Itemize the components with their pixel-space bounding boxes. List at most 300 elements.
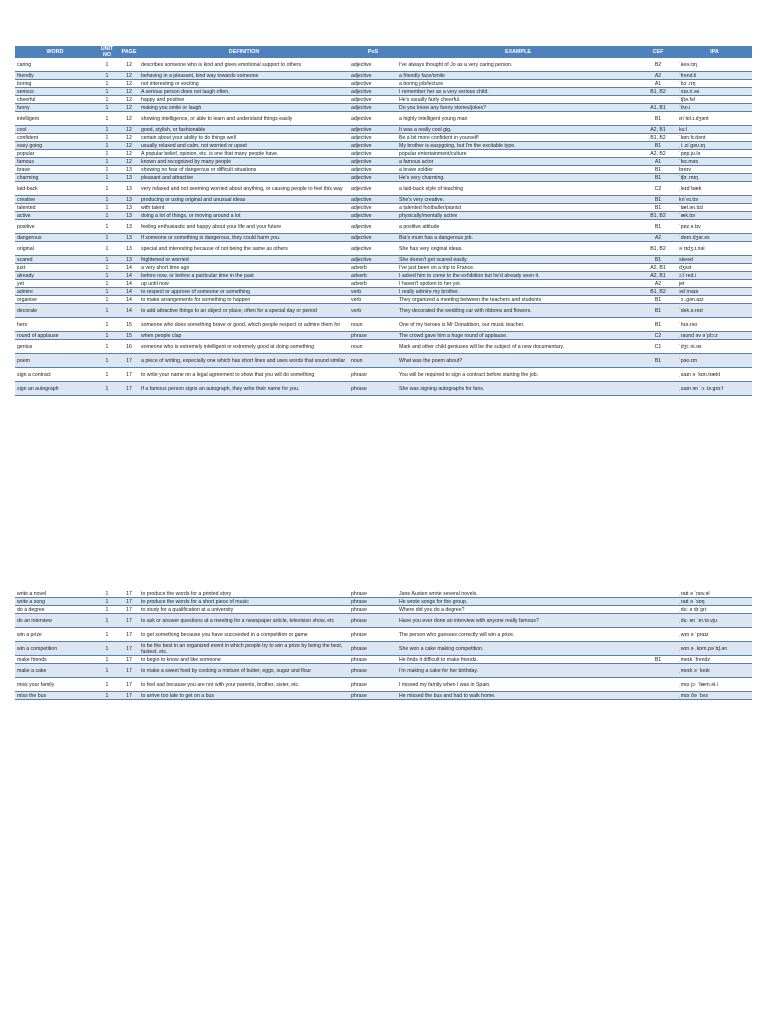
table-row — [15, 234, 752, 242]
table-row — [15, 242, 752, 256]
cell-word: win a prize — [15, 628, 95, 642]
cell-example: She's very creative. — [397, 196, 639, 204]
header-row — [15, 46, 752, 58]
cell-cef: B1, B2 — [639, 212, 677, 220]
cell-definition: describes someone who is kind and gives emotional support to others — [139, 58, 349, 72]
cell-definition: happy and positive — [139, 96, 349, 104]
cell-pos: adjective — [349, 72, 397, 80]
table-row — [15, 692, 752, 700]
cell-ipa: ˈfrend.li — [677, 72, 752, 80]
cell-cef: A2, B2 — [639, 150, 677, 158]
cell-example: He's very charming. — [397, 174, 639, 182]
header-pos: PoS — [349, 46, 397, 58]
cell-ipa: ˌduː ən ˈɪn.tə.vjuː — [677, 614, 752, 628]
cell-cef — [639, 96, 677, 104]
cell-pos: verb — [349, 288, 397, 296]
cell-page: 17 — [119, 678, 139, 692]
cell-ipa: ˈhɪə.rəʊ — [677, 318, 752, 332]
table-row — [15, 368, 752, 382]
cell-ipa: kriˈeɪ.tɪv — [677, 196, 752, 204]
table-row — [15, 182, 752, 196]
cell-definition: special and interesting because of not being the same as others — [139, 242, 349, 256]
cell-word: creative — [15, 196, 95, 204]
cell-pos: phrase — [349, 656, 397, 664]
cell-unit: 1 — [95, 288, 119, 296]
cell-pos: adjective — [349, 182, 397, 196]
cell-word: round of applause — [15, 332, 95, 340]
cell-definition: to make arrangements for something to happen — [139, 296, 349, 304]
cell-example: Have you ever done an interview with anyone really famous? — [397, 614, 639, 628]
cell-example: He missed the bus and had to walk home. — [397, 692, 639, 700]
cell-word: scared — [15, 256, 95, 264]
cell-example: I asked him to come to the exhibition but he'd already seen it. — [397, 272, 639, 280]
cell-example: Jane Austen wrote several novels. — [397, 590, 639, 598]
table-row — [15, 606, 752, 614]
cell-word: laid-back — [15, 182, 95, 196]
cell-cef — [639, 368, 677, 382]
header-ipa: IPA — [677, 46, 752, 58]
cell-word: already — [15, 272, 95, 280]
cell-page: 12 — [119, 150, 139, 158]
cell-ipa: ˈkeə.rɪŋ — [677, 58, 752, 72]
cell-ipa: ˈfʌn.i — [677, 104, 752, 112]
cell-ipa: ˌmeɪk ˈfrendz — [677, 656, 752, 664]
cell-word: sign an autograph — [15, 382, 95, 396]
cell-word: win a competition — [15, 642, 95, 656]
cell-ipa: ˈtæl.ən.tɪd — [677, 204, 752, 212]
cell-page: 12 — [119, 58, 139, 72]
cell-cef: B1 — [639, 656, 677, 664]
cell-ipa: ˌleɪdˈbæk — [677, 182, 752, 196]
table-row — [15, 264, 752, 272]
cell-ipa: ˈtʃɪə.fəl — [677, 96, 752, 104]
cell-definition: a very short time ago — [139, 264, 349, 272]
cell-ipa: ˌsaɪn ə ˈkɒn.trækt — [677, 368, 752, 382]
cell-unit: 1 — [95, 80, 119, 88]
cell-unit: 1 — [95, 204, 119, 212]
cell-pos: phrase — [349, 642, 397, 656]
cell-unit: 1 — [95, 280, 119, 288]
cell-pos: verb — [349, 296, 397, 304]
cell-page: 12 — [119, 80, 139, 88]
cell-unit: 1 — [95, 664, 119, 678]
cell-unit: 1 — [95, 126, 119, 134]
cell-unit: 1 — [95, 220, 119, 234]
header-word: WORD — [15, 46, 95, 58]
cell-pos: noun — [349, 318, 397, 332]
cell-unit: 1 — [95, 174, 119, 182]
table-row — [15, 332, 752, 340]
cell-definition: If someone or something is dangerous, they could harm you. — [139, 234, 349, 242]
cell-unit: 1 — [95, 196, 119, 204]
cell-pos: adjective — [349, 174, 397, 182]
cell-word: funny — [15, 104, 95, 112]
cell-cef: B1 — [639, 296, 677, 304]
cell-ipa: dʒʌst — [677, 264, 752, 272]
cell-ipa: ˈdek.ə.reɪt — [677, 304, 752, 318]
table-row — [15, 196, 752, 204]
cell-definition: certain about your ability to do things well — [139, 134, 349, 142]
cell-definition: behaving in a pleasant, kind way towards someone — [139, 72, 349, 80]
cell-example: I missed my family when I was in Spain. — [397, 678, 639, 692]
cell-example: He finds it difficult to make friends. — [397, 656, 639, 664]
cell-ipa: ˌmɪs jɔː ˈfæm.əl.i — [677, 678, 752, 692]
cell-ipa: ˈtʃɑː.mɪŋ — [677, 174, 752, 182]
cell-pos: adjective — [349, 58, 397, 72]
cell-unit: 1 — [95, 256, 119, 264]
cell-example: a highly intelligent young man — [397, 112, 639, 126]
cell-definition: showing intelligence, or able to learn and understand things easily — [139, 112, 349, 126]
cell-pos: adjective — [349, 196, 397, 204]
cell-pos: adjective — [349, 80, 397, 88]
cell-word: popular — [15, 150, 95, 158]
table-row — [15, 318, 752, 332]
cell-definition: A serious person does not laugh often. — [139, 88, 349, 96]
cell-definition: to produce the words for a short piece of music — [139, 598, 349, 606]
table-row — [15, 296, 752, 304]
cell-cef: A2 — [639, 72, 677, 80]
cell-cef: B1 — [639, 174, 677, 182]
cell-cef: B1 — [639, 142, 677, 150]
cell-example: Mark and other child geniuses will be the subject of a new documentary. — [397, 340, 639, 354]
cell-word: original — [15, 242, 95, 256]
cell-unit: 1 — [95, 72, 119, 80]
cell-page: 17 — [119, 382, 139, 396]
cell-unit: 1 — [95, 96, 119, 104]
cell-unit: 1 — [95, 134, 119, 142]
cell-example: I've just been on a trip to France. — [397, 264, 639, 272]
table-row — [15, 656, 752, 664]
cell-pos: noun — [349, 354, 397, 368]
cell-word: make friends — [15, 656, 95, 664]
cell-unit: 1 — [95, 368, 119, 382]
cell-pos: adjective — [349, 96, 397, 104]
cell-unit: 1 — [95, 332, 119, 340]
cell-example: He wrote songs for the group. — [397, 598, 639, 606]
cell-ipa: ˈdeɪn.dʒər.əs — [677, 234, 752, 242]
cell-pos: phrase — [349, 598, 397, 606]
cell-definition: to write your name on a legal agreement to show that you will do something — [139, 368, 349, 382]
cell-ipa: ˌraɪt ə ˈnɒv.əl — [677, 590, 752, 598]
table-row — [15, 590, 752, 598]
cell-ipa: ˌmeɪk ə ˈkeɪk — [677, 664, 752, 678]
vocabulary-table — [15, 46, 752, 396]
cell-example: They organized a meeting between the teachers and students — [397, 296, 639, 304]
cell-cef: A2, B1 — [639, 264, 677, 272]
cell-page: 17 — [119, 692, 139, 700]
cell-example: Be a bit more confident in yourself! — [397, 134, 639, 142]
cell-cef: A1 — [639, 80, 677, 88]
cell-page: 17 — [119, 368, 139, 382]
cell-unit: 1 — [95, 150, 119, 158]
header-cef: CEF — [639, 46, 677, 58]
cell-cef — [639, 606, 677, 614]
cell-cef — [639, 692, 677, 700]
cell-example: She won a cake making competition. — [397, 642, 639, 656]
cell-page: 14 — [119, 296, 139, 304]
cell-pos: adjective — [349, 134, 397, 142]
cell-page: 12 — [119, 158, 139, 166]
cell-word: genius — [15, 340, 95, 354]
cell-ipa: əˈrɪdʒ.ɪ.nəl — [677, 242, 752, 256]
cell-pos: adjective — [349, 204, 397, 212]
cell-definition: to get something because you have succeeded in a competition or game — [139, 628, 349, 642]
cell-word: talented — [15, 204, 95, 212]
cell-pos: adjective — [349, 212, 397, 220]
cell-cef: C1 — [639, 340, 677, 354]
cell-word: admire — [15, 288, 95, 296]
cell-pos: adverb — [349, 272, 397, 280]
cell-page: 14 — [119, 272, 139, 280]
table-row — [15, 58, 752, 72]
cell-example: I'm making a cake for her birthday. — [397, 664, 639, 678]
cell-unit: 1 — [95, 354, 119, 368]
cell-word: write a novel — [15, 590, 95, 598]
table-row — [15, 104, 752, 112]
cell-pos: adjective — [349, 142, 397, 150]
cell-page: 17 — [119, 606, 139, 614]
table-row — [15, 212, 752, 220]
cell-definition: frightened or worried — [139, 256, 349, 264]
cell-page: 13 — [119, 166, 139, 174]
cell-unit: 1 — [95, 304, 119, 318]
cell-cef: B1 — [639, 318, 677, 332]
cell-unit: 1 — [95, 104, 119, 112]
table-row — [15, 272, 752, 280]
cell-definition: known and recognized by many people — [139, 158, 349, 166]
table-row — [15, 598, 752, 606]
table-row — [15, 256, 752, 264]
cell-page: 17 — [119, 614, 139, 628]
table-row — [15, 280, 752, 288]
cell-pos: phrase — [349, 590, 397, 598]
cell-word: organise — [15, 296, 95, 304]
cell-word: yet — [15, 280, 95, 288]
table-row — [15, 382, 752, 396]
cell-pos: adjective — [349, 256, 397, 264]
cell-definition: very relaxed and not seeming worried about anything, or causing people to feel this way — [139, 182, 349, 196]
cell-definition: a piece of writing, especially one which has short lines and uses words that sound similar — [139, 354, 349, 368]
cell-ipa: ˌduː ə dɪˈɡriː — [677, 606, 752, 614]
cell-definition: to produce the words for a printed story — [139, 590, 349, 598]
cell-word: miss your family — [15, 678, 95, 692]
cell-example: The crowd gave him a huge round of applause. — [397, 332, 639, 340]
cell-unit: 1 — [95, 212, 119, 220]
cell-cef: A2, B1 — [639, 272, 677, 280]
cell-unit: 1 — [95, 382, 119, 396]
cell-pos: phrase — [349, 368, 397, 382]
cell-unit: 1 — [95, 340, 119, 354]
cell-page: 17 — [119, 656, 139, 664]
cell-word: do a degree — [15, 606, 95, 614]
table-row — [15, 628, 752, 642]
cell-page: 14 — [119, 288, 139, 296]
cell-example: a laid-back style of teaching — [397, 182, 639, 196]
cell-page: 17 — [119, 628, 139, 642]
cell-word: dangerous — [15, 234, 95, 242]
table-row — [15, 150, 752, 158]
cell-definition: making you smile or laugh — [139, 104, 349, 112]
cell-cef — [639, 628, 677, 642]
table-row — [15, 614, 752, 628]
cell-pos: phrase — [349, 614, 397, 628]
cell-cef: B1 — [639, 304, 677, 318]
table-row — [15, 204, 752, 212]
table-row — [15, 174, 752, 182]
cell-definition: to feel sad because you are not with your parents, brother, sister, etc. — [139, 678, 349, 692]
cell-ipa: ˈbɔː.rɪŋ — [677, 80, 752, 88]
cell-example: physically/mentally active — [397, 212, 639, 220]
cell-pos: adjective — [349, 166, 397, 174]
cell-unit: 1 — [95, 628, 119, 642]
cell-example: She has very original ideas. — [397, 242, 639, 256]
table-row — [15, 220, 752, 234]
header-example: EXAMPLE — [397, 46, 639, 58]
cell-cef — [639, 590, 677, 598]
cell-pos: phrase — [349, 664, 397, 678]
cell-example: I haven't spoken to her yet. — [397, 280, 639, 288]
cell-word: do an interview — [15, 614, 95, 628]
cell-definition: pleasant and attractive — [139, 174, 349, 182]
cell-page: 15 — [119, 318, 139, 332]
table-row — [15, 88, 752, 96]
header-unit: UNIT NO — [95, 46, 119, 58]
cell-cef: C2 — [639, 332, 677, 340]
cell-unit: 1 — [95, 296, 119, 304]
cell-unit: 1 — [95, 606, 119, 614]
cell-page: 17 — [119, 598, 139, 606]
cell-example: Where did you do a degree? — [397, 606, 639, 614]
table-row — [15, 96, 752, 104]
cell-word: poem — [15, 354, 95, 368]
cell-pos: phrase — [349, 678, 397, 692]
cell-unit: 1 — [95, 158, 119, 166]
cell-page: 13 — [119, 212, 139, 220]
cell-cef: C2 — [639, 182, 677, 196]
cell-definition: good, stylish, or fashionable — [139, 126, 349, 134]
table-row — [15, 678, 752, 692]
cell-pos: verb — [349, 304, 397, 318]
cell-cef — [639, 598, 677, 606]
cell-ipa: ˈɔː.ɡən.aɪz — [677, 296, 752, 304]
cell-unit: 1 — [95, 142, 119, 150]
cell-page: 12 — [119, 142, 139, 150]
cell-ipa: ˌraɪt ə ˈsɒŋ — [677, 598, 752, 606]
cell-cef: B1 — [639, 220, 677, 234]
cell-definition: to be the best in an organized event in which people try to win a prize by being the best, fastest, etc. — [139, 642, 349, 656]
table-row — [15, 166, 752, 174]
cell-page: 16 — [119, 340, 139, 354]
cell-definition: A popular belief, opinion, etc. is one that many people have. — [139, 150, 349, 158]
cell-example: They decorated the wedding car with ribbons and flowers. — [397, 304, 639, 318]
cell-unit: 1 — [95, 242, 119, 256]
cell-ipa: ˌmɪs ðə ˈbʌs — [677, 692, 752, 700]
cell-unit: 1 — [95, 598, 119, 606]
cell-definition: someone who is extremely intelligent or extremely good at doing something — [139, 340, 349, 354]
cell-cef: A2 — [639, 234, 677, 242]
cell-word: famous — [15, 158, 95, 166]
cell-page: 13 — [119, 174, 139, 182]
cell-word: brave — [15, 166, 95, 174]
cell-page: 13 — [119, 256, 139, 264]
header-page: PAGE — [119, 46, 139, 58]
cell-ipa: ˈdʒiː.ni.əs — [677, 340, 752, 354]
cell-page: 13 — [119, 182, 139, 196]
cell-cef: A2, B1 — [639, 126, 677, 134]
cell-unit: 1 — [95, 318, 119, 332]
cell-word: hero — [15, 318, 95, 332]
cell-definition: feeling enthusiastic and happy about your life and your future — [139, 220, 349, 234]
cell-ipa: ədˈmaɪə — [677, 288, 752, 296]
cell-pos: adjective — [349, 234, 397, 242]
vocabulary-table-continued — [15, 590, 752, 700]
cell-word: caring — [15, 58, 95, 72]
cell-pos: adjective — [349, 88, 397, 96]
cell-ipa: ˌiː.ziˈɡəʊ.ɪŋ — [677, 142, 752, 150]
table-row — [15, 158, 752, 166]
table-row — [15, 354, 752, 368]
cell-page: 12 — [119, 126, 139, 134]
cell-page: 13 — [119, 220, 139, 234]
cell-definition: showing no fear of dangerous or difficult situations — [139, 166, 349, 174]
cell-ipa: jet — [677, 280, 752, 288]
table-row — [15, 340, 752, 354]
cell-ipa: ˈpɒp.jʊ.lə — [677, 150, 752, 158]
cell-pos: adjective — [349, 126, 397, 134]
table-row — [15, 80, 752, 88]
cell-example: Bia's mum has a dangerous job. — [397, 234, 639, 242]
cell-definition: to ask or answer questions at a meeting for a newspaper article, television show, etc — [139, 614, 349, 628]
cell-word: boring — [15, 80, 95, 88]
cell-unit: 1 — [95, 88, 119, 96]
cell-pos: adverb — [349, 280, 397, 288]
table-row — [15, 288, 752, 296]
cell-pos: adverb — [349, 264, 397, 272]
cell-word: intelligent — [15, 112, 95, 126]
cell-cef: B1, B2 — [639, 288, 677, 296]
cell-example: a positive attitude — [397, 220, 639, 234]
cell-cef: B1 — [639, 256, 677, 264]
cell-ipa: ˌsaɪn ən ˈɔː.tə.ɡrɑːf — [677, 382, 752, 396]
cell-definition: doing a lot of things, or moving around a lot — [139, 212, 349, 220]
cell-definition: to add attractive things to an object or place, often for a special day or period — [139, 304, 349, 318]
cell-word: charming — [15, 174, 95, 182]
cell-definition: to respect or approve of someone or something — [139, 288, 349, 296]
cell-page: 17 — [119, 642, 139, 656]
cell-ipa: ˌraʊnd əv əˈplɔːz — [677, 332, 752, 340]
cell-example: I really admire my brother. — [397, 288, 639, 296]
cell-example: It was a really cool gig. — [397, 126, 639, 134]
cell-ipa: ɪnˈtel.ɪ.dʒənt — [677, 112, 752, 126]
cell-ipa: ˈfeɪ.məs — [677, 158, 752, 166]
cell-ipa: ˌwɪn ə ˈpraɪz — [677, 628, 752, 642]
cell-pos: adjective — [349, 104, 397, 112]
cell-example: popular entertainment/culture — [397, 150, 639, 158]
cell-example: He's usually fairly cheerful. — [397, 96, 639, 104]
cell-page: 12 — [119, 96, 139, 104]
cell-word: sign a contract — [15, 368, 95, 382]
cell-word: cheerful — [15, 96, 95, 104]
cell-example: Do you know any funny stories/jokes? — [397, 104, 639, 112]
cell-word: active — [15, 212, 95, 220]
cell-page: 13 — [119, 234, 139, 242]
cell-cef: B1, B2 — [639, 88, 677, 96]
cell-pos: phrase — [349, 628, 397, 642]
cell-page: 14 — [119, 304, 139, 318]
table-row — [15, 126, 752, 134]
cell-unit: 1 — [95, 272, 119, 280]
cell-pos: phrase — [349, 332, 397, 340]
